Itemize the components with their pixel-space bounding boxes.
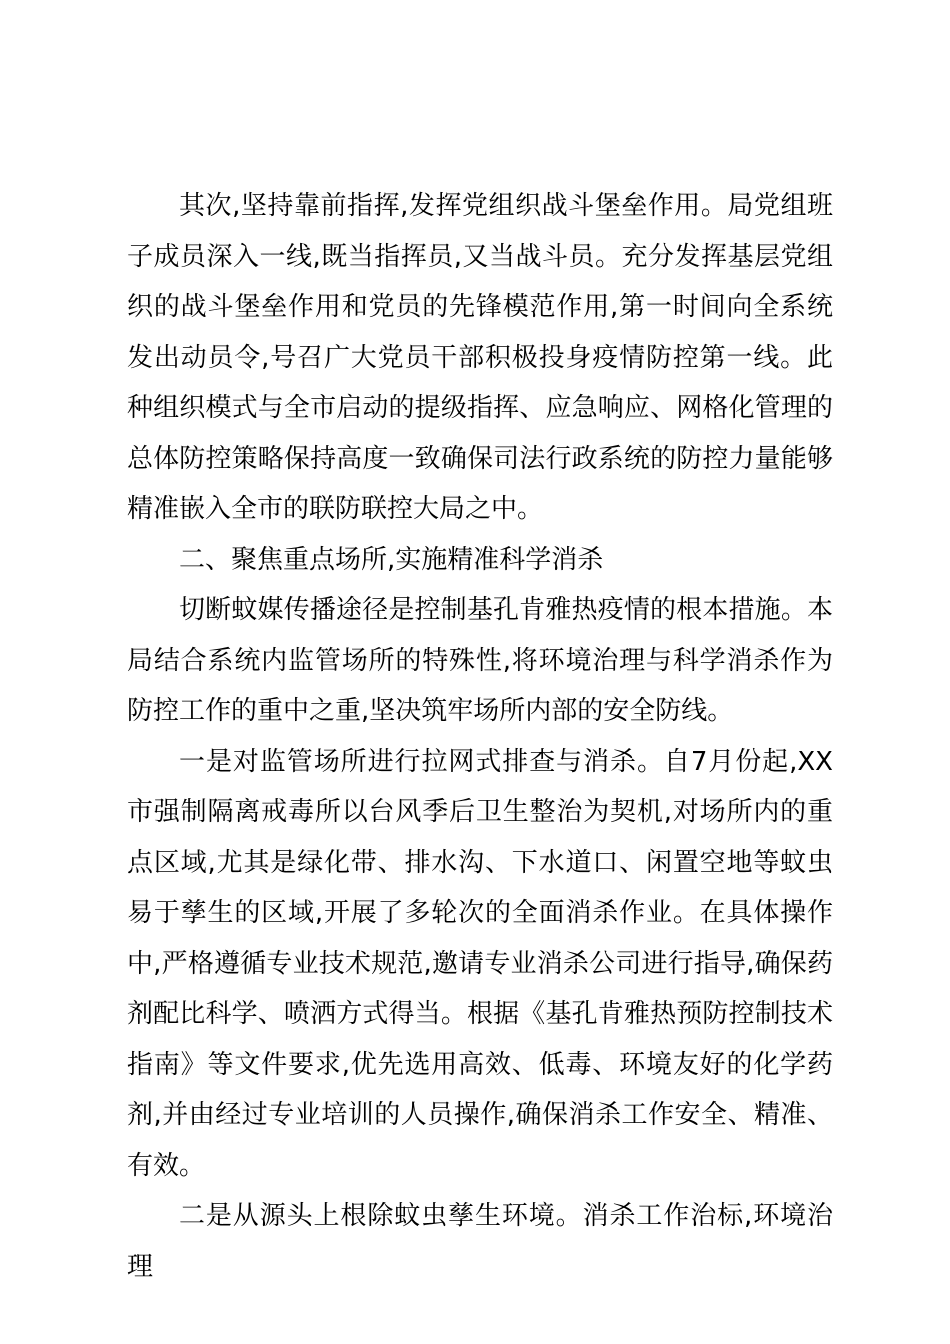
paragraph-command-leadership: 其次,坚持靠前指挥,发挥党组织战斗堡垒作用。局党组班子成员深入一线,既当指挥员,又当战斗员。充分发挥基层党组织的战斗堡垒作用和党员的先锋模范作用,第一时间向全系统发出动员令,号召广大党员干部积极投身疫情防控第一线。此种组织模式与全市启动的提级指挥、应急响应、网格化管理的总体防控策略保持高度一致确保司法行政系统的防控力量能够精准嵌入全市的联防联控大局之中。 bbox=[127, 191, 833, 524]
paragraph-disinfection-sweep: 一是对监管场所进行拉网式排查与消杀。自7月份起,XX市强制隔离戒毒所以台风季后卫生整治为契机,对场所内的重点区域,尤其是绿化带、排水沟、下水道口、闲置空地等蚊虫易于孳生的区域,开展了多轮次的全面消杀作业。在具体操作中,严格遵循专业技术规范,邀请专业消杀公司进行指导,确保药剂配比科学、喷洒方式得当。根据《基孔肯雅热预防控制技术指南》等文件要求,优先选用高效、低毒、环境友好的化学药剂,并由经过专业培训的人员操作,确保消杀工作安全、精准、有效。 bbox=[127, 746, 833, 1181]
paragraph-cut-transmission: 切断蚊媒传播途径是控制基孔肯雅热疫情的根本措施。本局结合系统内监管场所的特殊性,将环境治理与科学消杀作为防控工作的重中之重,坚决筑牢场所内部的安全防线。 bbox=[127, 595, 833, 726]
paragraph-source-elimination: 二是从源头上根除蚊虫孳生环境。消杀工作治标,环境治理 bbox=[127, 1201, 833, 1282]
document-body bbox=[127, 181, 833, 1292]
section-heading: 二、聚焦重点场所,实施精准科学消杀 bbox=[179, 544, 604, 575]
